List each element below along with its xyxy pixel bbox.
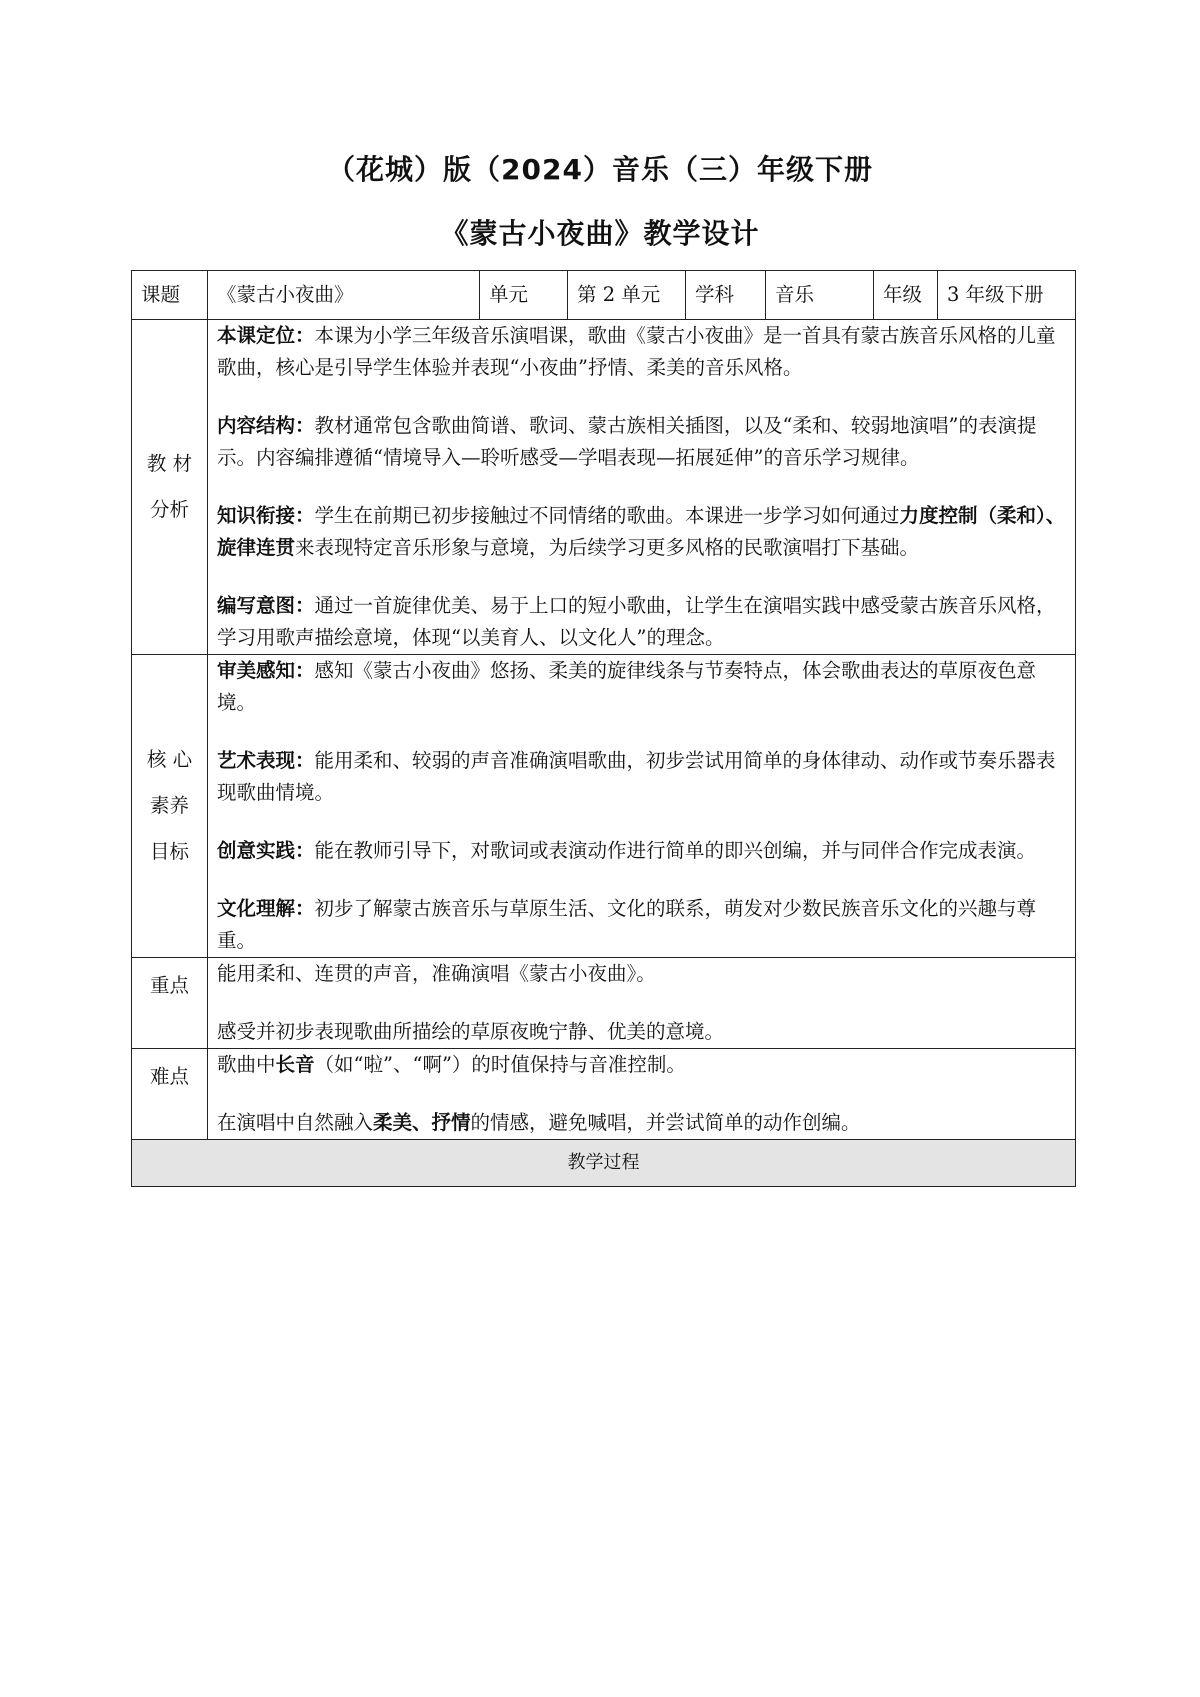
- core-heading: 审美感知：: [217, 659, 315, 682]
- analysis-paragraph: [217, 410, 1066, 474]
- analysis-text: 学生在前期已初步接触过不同情绪的歌曲。本课进一步学习如何通过: [314, 504, 900, 527]
- analysis-heading: 本课定位：: [217, 324, 315, 347]
- analysis-text: 通过一首旋律优美、易于上口的短小歌曲，让学生在演唱实践中感受蒙古族音乐风格，学习用歌声描绘意境，体现“以美育人、以文化人”的理念。: [217, 594, 1056, 649]
- core-label-line1: 核 心: [146, 748, 193, 771]
- difficulty-emphasis: 柔美、抒情: [373, 1111, 471, 1134]
- analysis-text: 来表现特定音乐形象与意境，为后续学习更多风格的民歌演唱打下基础。: [295, 536, 920, 559]
- difficulty-item: 在演唱中自然融入柔美、抒情的情感，避免喊唱，并尝试简单的动作创编。: [217, 1111, 861, 1134]
- core-paragraph: [217, 893, 1066, 957]
- info-row: [132, 271, 1076, 320]
- analysis-paragraph: [217, 320, 1066, 384]
- analysis-heading: 编写意图：: [217, 594, 315, 617]
- core-text: 感知《蒙古小夜曲》悠扬、柔美的旋律线条与节奏特点，体会歌曲表达的草原夜色意境。: [217, 659, 1037, 714]
- teaching-process-header: 教学过程: [132, 1140, 1076, 1187]
- core-paragraph: [217, 835, 1066, 867]
- key-point-item: 能用柔和、连贯的声音，准确演唱《蒙古小夜曲》。: [217, 962, 656, 985]
- key-point-item: 感受并初步表现歌曲所描绘的草原夜晚宁静、优美的意境。: [217, 1020, 725, 1043]
- unit-label: 单元: [480, 271, 568, 320]
- core-label-line3: 目标: [149, 840, 189, 863]
- analysis-text: 本课为小学三年级音乐演唱课，歌曲《蒙古小夜曲》是一首具有蒙古族音乐风格的儿童歌曲，核心是引导学生体验并表现“小夜曲”抒情、柔美的音乐风格。: [217, 324, 1056, 379]
- difficulty-item: 歌曲中长音（如“啦”、“啊”）的时值保持与音准控制。: [217, 1053, 686, 1076]
- topic-value: 《蒙古小夜曲》: [208, 271, 480, 320]
- core-content: [208, 655, 1076, 958]
- core-paragraph: [217, 655, 1066, 719]
- core-label-line2: 素养: [149, 794, 189, 817]
- key-points-content: [208, 958, 1076, 1049]
- analysis-label-line2: 分析: [149, 498, 189, 521]
- difficulties-content: [208, 1049, 1076, 1140]
- unit-value: 第 2 单元: [568, 271, 686, 320]
- subject-value: 音乐: [766, 271, 874, 320]
- core-label: [132, 655, 208, 958]
- core-row: [132, 655, 1076, 958]
- analysis-label: [132, 320, 208, 655]
- analysis-label-line1: 教 材: [146, 452, 193, 475]
- core-heading: 文化理解：: [217, 897, 315, 920]
- core-text: 初步了解蒙古族音乐与草原生活、文化的联系，萌发对少数民族音乐文化的兴趣与尊重。: [217, 897, 1037, 952]
- subject-label: 学科: [686, 271, 766, 320]
- analysis-paragraph: [217, 590, 1066, 654]
- key-points-label: 重点: [132, 958, 208, 1049]
- process-row: [132, 1140, 1076, 1187]
- core-text: 能用柔和、较弱的声音准确演唱歌曲，初步尝试用简单的身体律动、动作或节奏乐器表现歌曲情境。: [217, 749, 1056, 804]
- analysis-row: [132, 320, 1076, 655]
- grade-value: 3 年级下册: [938, 271, 1076, 320]
- analysis-heading: 内容结构：: [217, 414, 315, 437]
- topic-label: 课题: [132, 271, 208, 320]
- lesson-plan-table: [131, 270, 1076, 1187]
- analysis-content: [208, 320, 1076, 655]
- core-heading: 创意实践：: [217, 839, 315, 862]
- core-heading: 艺术表现：: [217, 749, 315, 772]
- analysis-text: 教材通常包含歌曲简谱、歌词、蒙古族相关插图，以及“柔和、较弱地演唱”的表演提示。内容编排遵循“情境导入—聆听感受—学唱表现—拓展延伸”的音乐学习规律。: [217, 414, 1037, 469]
- document-subtitle: 《蒙古小夜曲》教学设计: [440, 217, 760, 250]
- difficulty-emphasis: 长音: [275, 1053, 315, 1076]
- analysis-emphasis: 力度控制（柔和）、旋律连贯: [217, 504, 1066, 559]
- grade-label: 年级: [874, 271, 938, 320]
- difficulties-row: [132, 1049, 1076, 1140]
- key-points-row: [132, 958, 1076, 1049]
- analysis-paragraph: [217, 500, 1066, 564]
- document-title: （花城）版（2024）音乐（三）年级下册: [327, 153, 873, 186]
- difficulties-label: 难点: [132, 1049, 208, 1140]
- core-paragraph: [217, 745, 1066, 809]
- analysis-heading: 知识衔接：: [217, 504, 315, 527]
- core-text: 能在教师引导下，对歌词或表演动作进行简单的即兴创编，并与同伴合作完成表演。: [314, 839, 1037, 862]
